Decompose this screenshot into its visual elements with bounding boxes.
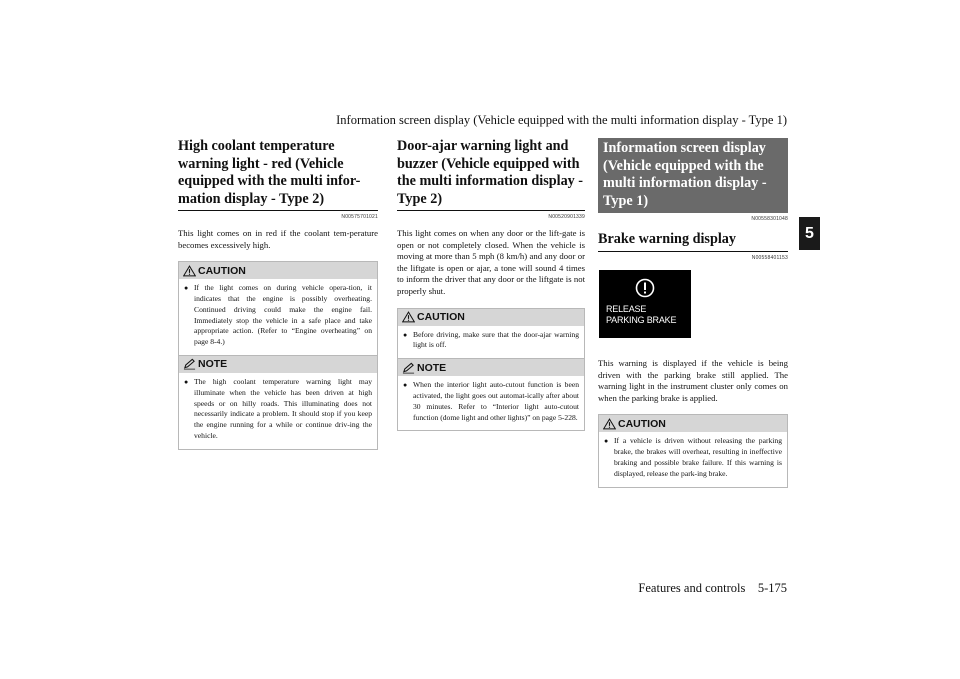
- reference-code: N00558301048: [751, 216, 788, 222]
- body-paragraph: This light comes on when any door or the lift-gate is open or not completely closed. When the vehicle is moving at more than 5 mph (8 km/h) and any door or the liftgate is open or ajar, a tone will sound 4 times to inform the driver that any door or the liftgate is not properly shut.: [397, 228, 585, 296]
- list-item: ● Before driving, make sure that the door-ajar warning light is off.: [403, 329, 579, 350]
- body-paragraph: This warning is displayed if the vehicle is being driven with the parking brake still applied. The warning light in the instrument cluster only comes on when the parking brake is applied.: [598, 358, 788, 403]
- caution-label: CAUTION: [198, 264, 246, 277]
- bullet-icon: ●: [403, 381, 408, 390]
- note-header: [398, 359, 584, 376]
- pencil-icon: [402, 362, 415, 374]
- bullet-icon: ●: [184, 284, 189, 293]
- list-item: ● When the interior light auto-cutout function is been activated, the light goes out automat-ically after about 30 minutes. Refer to “Interior light auto-cutout function (dome light and other lights)” on page 5-228.: [403, 380, 579, 422]
- note-box: [397, 359, 585, 431]
- note-header: [179, 356, 377, 373]
- caution-label: CAUTION: [417, 311, 465, 324]
- column-3: [598, 138, 788, 488]
- pencil-icon: [183, 358, 196, 370]
- bullet-icon: ●: [403, 330, 408, 339]
- warning-triangle-icon: [402, 311, 415, 323]
- caution-label: CAUTION: [618, 417, 666, 430]
- list-item: ● The high coolant temperature warning light may illuminate when the vehicle has been driven at high speeds or on hilly roads. This illuminating does not necessarily indicate a problem. It should stop if you keep the engine running for a while or continue driv-ing the vehicle.: [184, 376, 372, 440]
- reference-code: N00558401153: [751, 255, 788, 261]
- display-message: RELEASE PARKING BRAKE: [606, 304, 677, 325]
- list-item: ● If the light comes on during vehicle opera-tion, it indicates that the engine is possibly overheating. Continued driving could make the engine fail. Immediately stop the vehicle in a safe place and take appropriate action. (Refer to “Engine overheating” on page 8-4.): [184, 283, 372, 347]
- section-heading-coolant: High coolant temperature warning light - red (Vehicle equipped with the multi infor-mation display - Type 2): [178, 138, 378, 211]
- note-box: [178, 356, 378, 450]
- caution-box: [397, 308, 585, 360]
- column-2: [397, 138, 585, 431]
- bullet-icon: ●: [604, 437, 609, 446]
- bullet-icon: ●: [184, 377, 189, 386]
- caution-box: [598, 414, 788, 487]
- section-heading-door-ajar: Door-ajar warning light and buzzer (Vehicle equipped with the multi information display - Type 2): [397, 138, 585, 211]
- sub-heading-brake-warning: Brake warning display: [598, 231, 788, 252]
- note-label: NOTE: [417, 361, 447, 374]
- caution-header: [599, 415, 787, 432]
- caution-header: [179, 262, 377, 279]
- warning-triangle-icon: [183, 265, 196, 277]
- running-header: Information screen display (Vehicle equipped with the multi information display - Type 1): [336, 113, 787, 127]
- page-footer: Features and controls 5-175: [638, 581, 787, 595]
- section-heading-information-screen: Information screen display (Vehicle equipped with the multi information display - Type 1): [598, 138, 788, 213]
- chapter-tab: 5: [799, 217, 820, 250]
- body-paragraph: This light comes on in red if the coolant tem-perature becomes excessively high.: [178, 228, 378, 250]
- warning-triangle-icon: [603, 418, 616, 430]
- column-1: [178, 138, 378, 450]
- caution-header: [398, 309, 584, 326]
- brake-warning-display-figure: [599, 270, 691, 338]
- note-label: NOTE: [198, 358, 228, 371]
- exclamation-circle-icon: [635, 278, 655, 298]
- list-item: ● If a vehicle is driven without releasing the parking brake, the brakes will overheat, resulting in ineffective braking and possible brake failure. If this warning is displayed, release the park-ing brake.: [604, 436, 782, 478]
- reference-code: N00575701021: [341, 214, 378, 220]
- caution-box: [178, 261, 378, 356]
- reference-code: N00520901339: [548, 214, 585, 220]
